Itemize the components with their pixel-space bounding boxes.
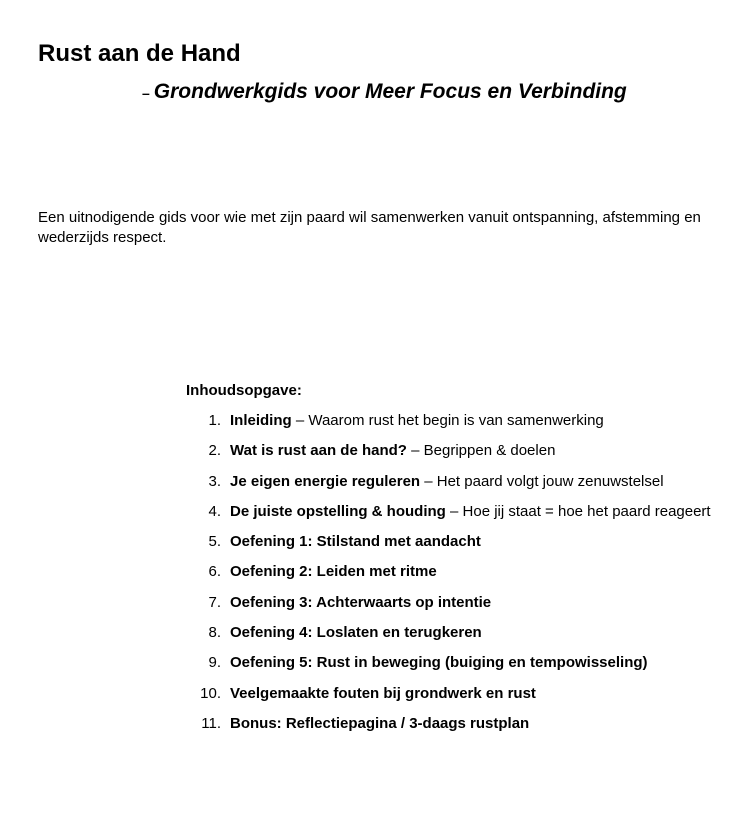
toc-item bbox=[186, 684, 726, 704]
toc-item-number: 8. bbox=[208, 624, 221, 642]
toc-item-number: 5. bbox=[208, 533, 221, 551]
toc-item-number: 10. bbox=[200, 684, 221, 702]
toc-item bbox=[186, 502, 726, 522]
toc-item-title: Oefening 3: Achterwaarts op intentie bbox=[230, 593, 492, 611]
toc-item-title: Wat is rust aan de hand? bbox=[230, 442, 407, 460]
toc-item-number: 6. bbox=[208, 563, 221, 581]
toc-item-title: Bonus: Reflectiepagina / 3-daags rustplan bbox=[230, 714, 530, 732]
toc-item bbox=[186, 623, 726, 643]
toc-item bbox=[186, 472, 726, 492]
toc-item-title: Oefening 4: Loslaten en terugkeren bbox=[230, 624, 482, 642]
toc-item-description: – Het paard volgt jouw zenuwstelsel bbox=[420, 472, 664, 490]
toc-item-title: Je eigen energie reguleren bbox=[230, 472, 421, 490]
toc-item-title: De juiste opstelling & houding bbox=[230, 502, 446, 520]
toc-item-number: 4. bbox=[208, 502, 221, 520]
toc-heading: Inhoudsopgave: bbox=[186, 382, 302, 399]
intro-paragraph: Een uitnodigende gids voor wie met zijn paard wil samenwerken vanuit ontspanning, afstemming en wederzijds respect. bbox=[38, 209, 701, 246]
toc-item-number: 9. bbox=[208, 654, 221, 672]
toc-item-number: 11. bbox=[201, 714, 221, 732]
document-subtitle bbox=[142, 78, 627, 107]
toc-list bbox=[186, 411, 726, 734]
toc-item-title: Veelgemaakte fouten bij grondwerk en rust bbox=[230, 684, 536, 702]
document-title: Rust aan de Hand bbox=[38, 40, 241, 67]
toc-item bbox=[186, 653, 726, 673]
toc-item-number: 3. bbox=[208, 472, 221, 490]
toc-item-number: 1. bbox=[208, 412, 221, 429]
toc-item bbox=[186, 532, 726, 552]
toc-item bbox=[186, 411, 726, 431]
toc-item-title: Oefening 5: Rust in beweging (buiging en tempowisseling) bbox=[230, 654, 648, 672]
toc-item bbox=[186, 562, 726, 582]
toc-item bbox=[186, 441, 726, 461]
toc-item bbox=[186, 593, 726, 613]
toc-item-description: – Begrippen & doelen bbox=[406, 442, 556, 460]
table-of-contents bbox=[186, 381, 726, 744]
toc-item-title: Inleiding bbox=[230, 412, 292, 429]
subtitle-dash: – bbox=[142, 85, 150, 101]
toc-item-description: – Hoe jij staat = hoe het paard reageert bbox=[445, 502, 711, 520]
toc-item-title: Oefening 1: Stilstand met aandacht bbox=[230, 533, 481, 551]
toc-item-title: Oefening 2: Leiden met ritme bbox=[230, 563, 437, 581]
toc-item-number: 2. bbox=[208, 442, 221, 460]
toc-item bbox=[186, 714, 726, 734]
toc-item-number: 7. bbox=[208, 593, 221, 611]
toc-item-description: – Waarom rust het begin is van samenwerking bbox=[291, 412, 604, 429]
subtitle-text: Grondwerkgids voor Meer Focus en Verbinding bbox=[153, 80, 627, 103]
